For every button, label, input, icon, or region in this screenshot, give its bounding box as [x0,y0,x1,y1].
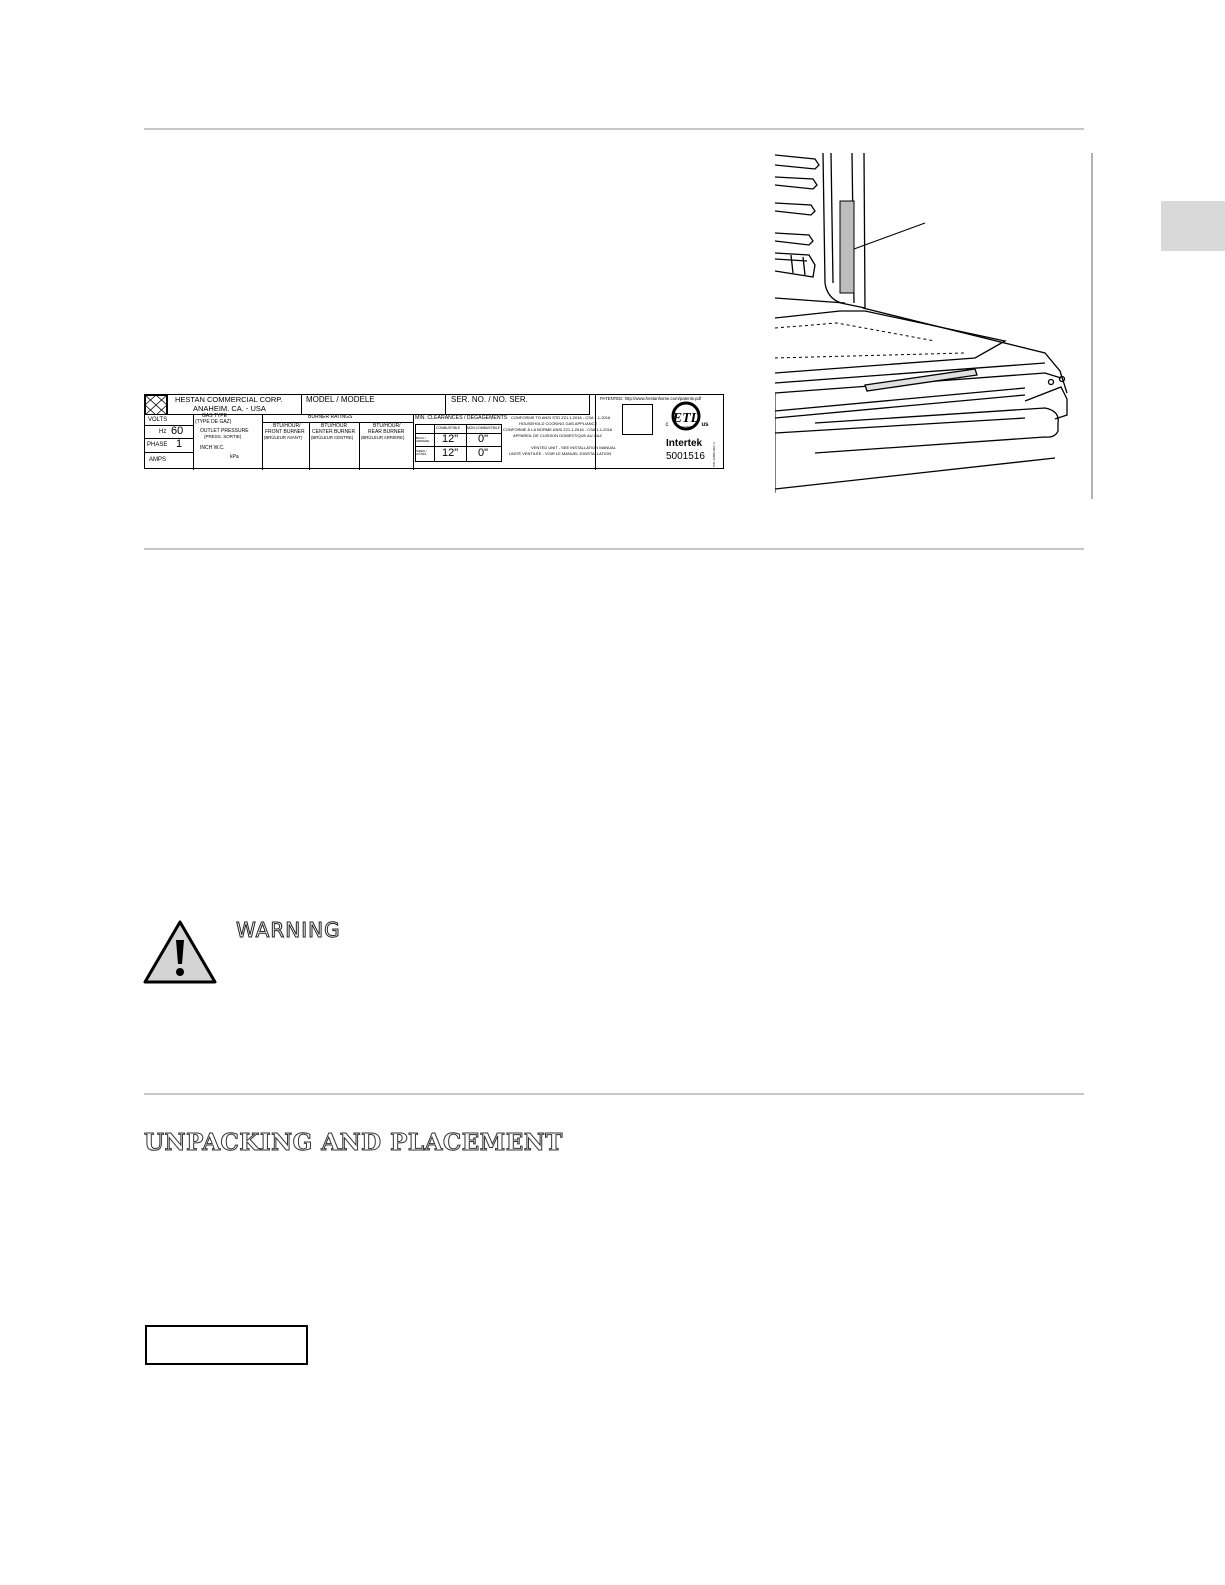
top-rule [144,128,1084,130]
svg-text:c: c [665,422,669,428]
outlet-pressure-label: OUTLET PRESSURE [200,428,249,434]
svg-text:us: us [701,422,709,428]
section-divider [144,1093,1084,1095]
section-divider [144,548,1084,550]
clearances-label: MIN. CLEARANCES / DÉGAGEMENTS [415,415,508,421]
conformity-text: HOUSEHOLD COOKING GAS APPLIANCE [519,421,598,426]
back-label: BACK / ARRIÈRE [416,436,430,443]
vented-text: UNITÉ VENTILÉE - VOIR LE MANUEL D'INSTALLATION [509,451,612,456]
amps-label: AMPS [149,457,167,463]
outlet-pressure-label-fr: (PRESS. SORTIE) [204,434,242,439]
hz-label: Hz [159,429,167,435]
hz-value: 60 [171,425,184,437]
svg-text:LISTED: LISTED [680,425,692,429]
gas-type-label: GAS TYPE [202,413,227,419]
inch-wc-label: INCH W.C. [200,445,225,451]
conformity-text: APPAREIL DE CUISSON DOMESTIQUE AU GAZ [513,433,602,438]
rear-burner-label: REAR BURNER [368,429,405,435]
section-heading: UNPACKING AND PLACEMENT [144,1129,563,1156]
warning-triangle-icon [142,918,218,986]
rear-burner-label: (BRÛLEUR ARRIERE) [361,435,405,440]
phase-label: PHASE [147,442,168,448]
company-name: HESTAN COMMERCIAL CORP. [175,395,283,404]
center-burner-label: BTU/HOUR [321,423,348,429]
center-burner-label: (BRÛLEUR CENTRE) [311,435,354,440]
oven-illustration [775,153,1095,503]
gas-type-label-fr: (TYPE DE GAZ) [195,419,232,425]
phase-value: 1 [176,438,183,450]
burner-ratings-label: BURNER RATINGS [308,414,353,420]
front-burner-label: (BRÛLEUR AVANT) [264,435,303,440]
blank-label-box [622,404,653,435]
volts-label: VOLTS [148,417,168,423]
svg-text:ETL: ETL [672,411,700,426]
vented-text: VENTED UNIT - SEE INSTALLATION MANUAL [531,445,616,450]
front-burner-label: FRONT BURNER [265,429,305,435]
etl-listed-logo-icon [663,400,709,436]
back-combustible-value: 12" [442,433,459,445]
sides-noncombustible-value: 0" [478,447,489,459]
chapter-tab[interactable] [1161,201,1225,251]
conformity-text: CONFORME À LA NORME ANSI Z21.1-2016 - CSA 1.1-2016 [503,427,613,432]
kpa-label: kPa [230,454,239,460]
intertek-label: Intertek [666,438,703,449]
model-label: MODEL / MODELE [306,395,375,404]
sides-combustible-value: 12" [442,447,459,459]
center-burner-label: CENTER BURNER [312,429,356,435]
part-number: P/N: 02850-REV A [712,442,716,467]
patent-text: PATENTED: http://www.hestanhome.com/patents.pdf [600,396,702,401]
non-combustible-label: NON-COMBUSTIBLE [467,426,500,430]
rear-burner-label: BTU/HOUR/ [373,423,401,429]
rating-plate [144,394,724,469]
back-noncombustible-value: 0" [478,433,489,445]
serial-label: SER. NO. / NO. SER. [451,395,528,404]
front-burner-label: BTU/HOUR/ [273,423,301,429]
warning-title: WARNING [236,918,341,942]
empty-label-box [145,1325,308,1365]
hestan-logo-icon [145,395,167,415]
company-address: ANAHEIM. CA. - USA [193,404,266,413]
cert-number: 5001516 [666,451,705,462]
combustible-label: COMBUSTIBLE [436,426,461,430]
sides-label: SIDES / CÔTÉS [416,449,427,456]
conformity-text: CONFORMS TO ANSI STD Z21.1-2016 - CSA 1.1-2016 [511,415,611,420]
